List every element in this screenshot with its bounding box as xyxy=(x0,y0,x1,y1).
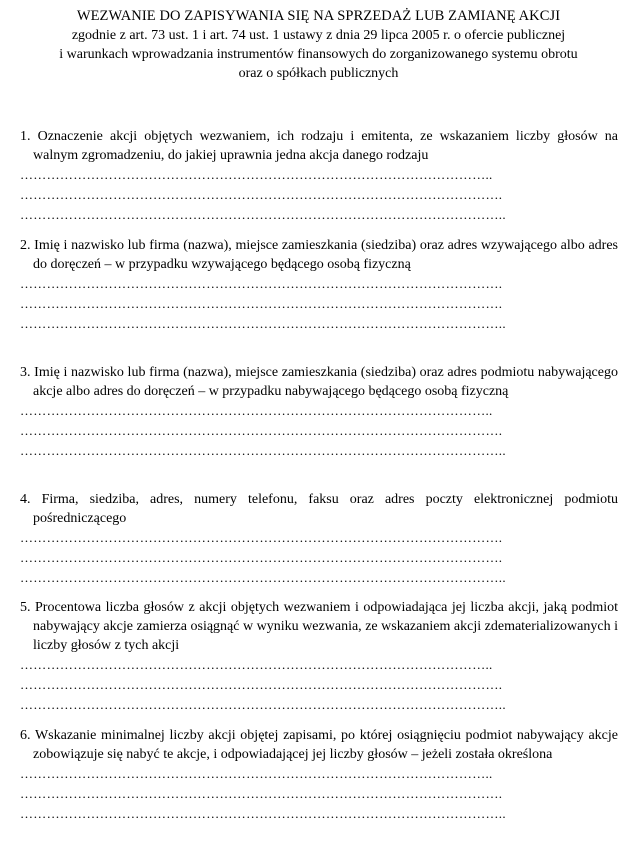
form-section-3 xyxy=(20,363,618,461)
dotted-fill-line: ………………………………………………………………………………………………. xyxy=(20,550,503,565)
form-section-6 xyxy=(20,726,618,824)
dotted-fill-line: ………………………………………………………………………………………………. xyxy=(20,677,503,692)
dotted-fill-line: ………………………………………………………………………………………………. xyxy=(20,423,503,438)
section-heading: 3. Imię i nazwisko lub firma (nazwa), miejsce zamieszkania (siedziba) oraz adres podmiotu nabywającego akcje albo adres do doręczeń – w przypadku nabywającego będącego osobą fizyczną xyxy=(20,365,618,399)
dotted-fill-line: ………………………………………………………………………………………………. xyxy=(20,187,503,202)
dotted-fill-line: ……………………………………………………………………………………………….. xyxy=(20,316,506,331)
legal-basis-line: i warunkach wprowadzania instrumentów finansowych do zorganizowanego systemu obrotu xyxy=(59,47,578,62)
section-heading: 1. Oznaczenie akcji objętych wezwaniem, ich rodzaju i emitenta, ze wskazaniem liczby głosów na walnym zgromadzeniu, do jakiej uprawnia jedna akcja danego rodzaju xyxy=(20,129,618,163)
dotted-fill-line: ………………………………………………………………………………………………. xyxy=(20,786,503,801)
legal-basis-line: zgodnie z art. 73 ust. 1 i art. 74 ust. 1 ustawy z dnia 29 lipca 2005 r. o ofercie publicznej xyxy=(71,28,566,43)
legal-basis-line: oraz o spółkach publicznych xyxy=(238,66,399,81)
dotted-fill-line: ………………………………………………………………………………………………. xyxy=(20,276,503,291)
dotted-fill-line: ……………………………………………………………………………………………….. xyxy=(20,443,506,458)
dotted-fill-line: …………………………………………………………………………………………….. xyxy=(20,403,493,418)
dotted-fill-line: …………………………………………………………………………………………….. xyxy=(20,657,493,672)
form-section-2 xyxy=(20,236,618,334)
document-title: WEZWANIE DO ZAPISYWANIA SIĘ NA SPRZEDAŻ LUB ZAMIANĘ AKCJI xyxy=(76,8,561,24)
dotted-fill-line: ………………………………………………………………………………………………. xyxy=(20,296,503,311)
dotted-fill-line: ……………………………………………………………………………………………….. xyxy=(20,570,506,585)
form-section-1 xyxy=(20,127,618,225)
form-section-4 xyxy=(20,490,618,588)
section-heading: 2. Imię i nazwisko lub firma (nazwa), miejsce zamieszkania (siedziba) oraz adres wzywającego albo adres do doręczeń – w przypadku wzywającego będącego osobą fizyczną xyxy=(20,238,618,272)
dotted-fill-line: ………………………………………………………………………………………………. xyxy=(20,530,503,545)
document-header xyxy=(0,7,637,83)
section-heading: 5. Procentowa liczba głosów z akcji objętych wezwaniem i odpowiadająca jej liczba akcji, jaką podmiot nabywający akcje zamierza osiągnąć w wyniku wezwania, ze wskazaniem akcji zdematerializowanych i liczby głosów z tych akcji xyxy=(20,600,618,653)
section-heading: 4. Firma, siedziba, adres, numery telefonu, faksu oraz adres poczty elektronicznej podmiotu pośredniczącego xyxy=(20,492,618,526)
dotted-fill-line: ……………………………………………………………………………………………….. xyxy=(20,207,506,222)
dotted-fill-line: ……………………………………………………………………………………………….. xyxy=(20,697,506,712)
section-heading: 6. Wskazanie minimalnej liczby akcji objętej zapisami, po której osiągnięciu podmiot nabywający akcje zobowiązuje się nabyć te akcje, i odpowiadającej jej liczby głosów – jeżeli została określona xyxy=(20,728,618,762)
form-section-5 xyxy=(20,598,618,715)
dotted-fill-line: …………………………………………………………………………………………….. xyxy=(20,167,493,182)
dotted-fill-line: ……………………………………………………………………………………………….. xyxy=(20,806,506,821)
dotted-fill-line: …………………………………………………………………………………………….. xyxy=(20,766,493,781)
